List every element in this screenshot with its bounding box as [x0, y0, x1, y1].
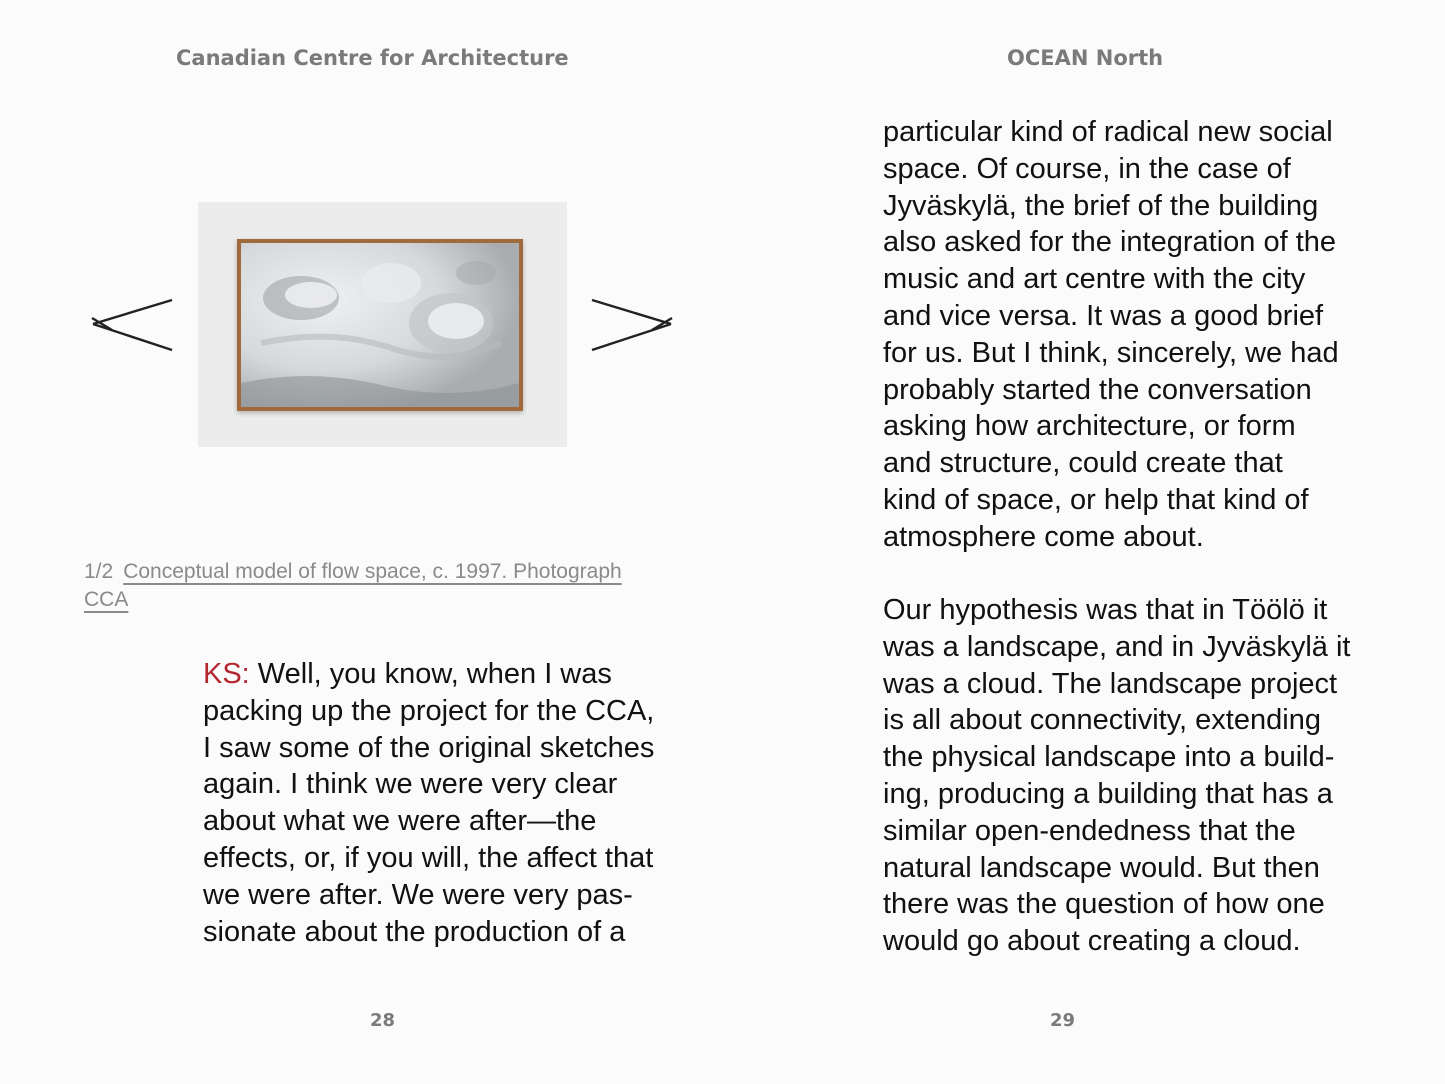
previous-image-arrow-icon[interactable] [90, 296, 174, 354]
page-number-right: 29 [1050, 1010, 1076, 1031]
running-head-left: Canadian Centre for Architecture [176, 46, 569, 70]
speaker-label: KS: [203, 658, 250, 690]
running-head-right: OCEAN North [1007, 46, 1164, 70]
next-image-arrow-icon[interactable] [590, 296, 674, 354]
caption-credit-link[interactable]: CCA [84, 588, 129, 611]
left-page-body-text [203, 656, 654, 950]
plaster-model-image [237, 239, 523, 411]
figure-photograph[interactable] [198, 202, 567, 447]
figure-caption [84, 558, 684, 614]
right-page-paragraph-1: particular kind of radical new social space. Of course, in the case of Jyväskylä, the brief of the building also asked for the integration of the music and art centre with the city and vice versa. It was a good brief for us. But I think, sincerely, we had probably started the conversation asking how architecture, or form and structure, could create that kind of space, or help that kind of atmosphere come about. [883, 116, 1339, 553]
caption-figure-number: 1/2 [84, 560, 114, 583]
left-page-paragraph: Well, you know, when I was packing up the project for the CCA, I saw some of the original sketches again. I think we were very clear about what we were after—the effects, or, if you will, the affect that we were after. We were very pas- sionate about the production of a [203, 658, 655, 948]
right-page-paragraph-2: Our hypothesis was that in Töölö it was a landscape, and in Jyväskylä it was a cloud. The landscape project is all about connectivity, extending the physical landscape into a build- ing, producing a building that has a similar open-endedness that the natural landscape would. But then there was the question of how one would go about creating a cloud. [883, 594, 1351, 958]
page-number-left: 28 [370, 1010, 396, 1031]
caption-link[interactable]: Conceptual model of flow space, c. 1997. Photograph [123, 560, 622, 583]
